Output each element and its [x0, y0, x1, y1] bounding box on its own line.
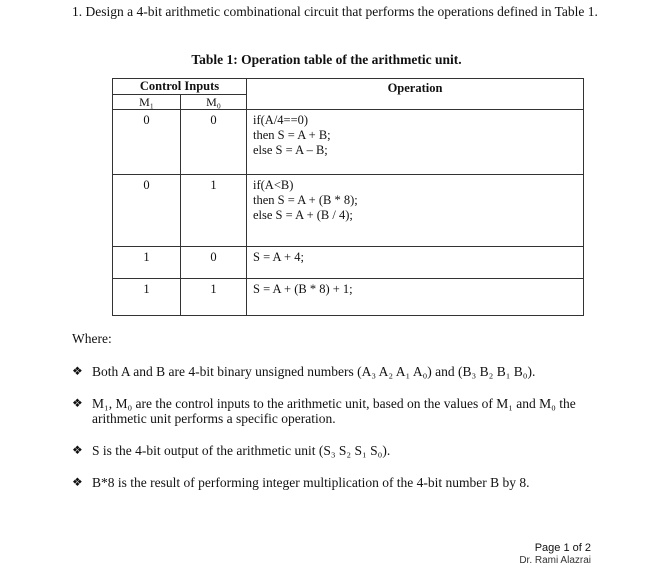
cell-m0: 0	[181, 110, 247, 175]
operation-line: then S = A + (B * 8);	[253, 193, 358, 207]
header-control-inputs: Control Inputs	[113, 79, 247, 95]
header-m1: M₁	[113, 95, 181, 110]
operation-line: else S = A – B;	[253, 143, 328, 157]
question-body: Design a 4-bit arithmetic combinational circuit that performs the operations defined in Table 1.	[85, 4, 598, 19]
operation-line: if(A<B)	[253, 178, 294, 192]
header-m0: M₀	[181, 95, 247, 110]
cell-operation	[247, 175, 584, 247]
list-item	[72, 443, 632, 458]
page-number: Page 1 of 2	[534, 542, 591, 554]
diamond-bullet-icon: ❖	[72, 443, 83, 457]
cell-operation	[247, 279, 584, 316]
question-number: 1.	[72, 4, 83, 19]
operation-table	[112, 78, 584, 316]
cell-operation	[247, 247, 584, 279]
table-row	[113, 110, 584, 175]
list-item	[72, 475, 632, 490]
list-item-text: Both A and B are 4-bit binary unsigned numbers (A₃ A₂ A₁ A₀) and (B₃ B₂ B₁ B₀).	[92, 364, 536, 379]
list-item-text: B*8 is the result of performing integer multiplication of the 4-bit number B by 8.	[92, 475, 530, 490]
definition-list	[72, 364, 632, 507]
cell-m1: 0	[113, 175, 181, 247]
cell-m1: 1	[113, 247, 181, 279]
list-item-text: M₁, M₀ are the control inputs to the arithmetic unit, based on the values of M₁ and M₀ the arithmetic unit performs a specific operation.	[92, 396, 576, 426]
list-item-text: S is the 4-bit output of the arithmetic unit (S₃ S₂ S₁ S₀).	[92, 443, 391, 458]
operation-line: if(A/4==0)	[253, 113, 309, 127]
operation-line: S = A + (B * 8) + 1;	[253, 282, 353, 296]
diamond-bullet-icon: ❖	[72, 475, 83, 489]
table-row	[113, 279, 584, 316]
cell-m1: 1	[113, 279, 181, 316]
cell-m1: 0	[113, 110, 181, 175]
cell-m0: 1	[181, 279, 247, 316]
list-item	[72, 364, 632, 379]
diamond-bullet-icon: ❖	[72, 396, 83, 410]
table-row	[113, 247, 584, 279]
cell-m0: 0	[181, 247, 247, 279]
operation-line: then S = A + B;	[253, 128, 331, 142]
list-item	[72, 396, 632, 426]
cell-operation	[247, 110, 584, 175]
operation-line: else S = A + (B / 4);	[253, 208, 353, 222]
table-row	[113, 175, 584, 247]
question-text	[72, 4, 632, 20]
where-label: Where:	[72, 331, 112, 346]
diamond-bullet-icon: ❖	[72, 364, 83, 378]
table-caption: Table 1: Operation table of the arithmetic unit.	[191, 52, 462, 67]
footer-author: Dr. Rami Alazrai	[519, 555, 591, 566]
operation-line: S = A + 4;	[253, 250, 304, 264]
header-operation: Operation	[247, 79, 584, 110]
cell-m0: 1	[181, 175, 247, 247]
